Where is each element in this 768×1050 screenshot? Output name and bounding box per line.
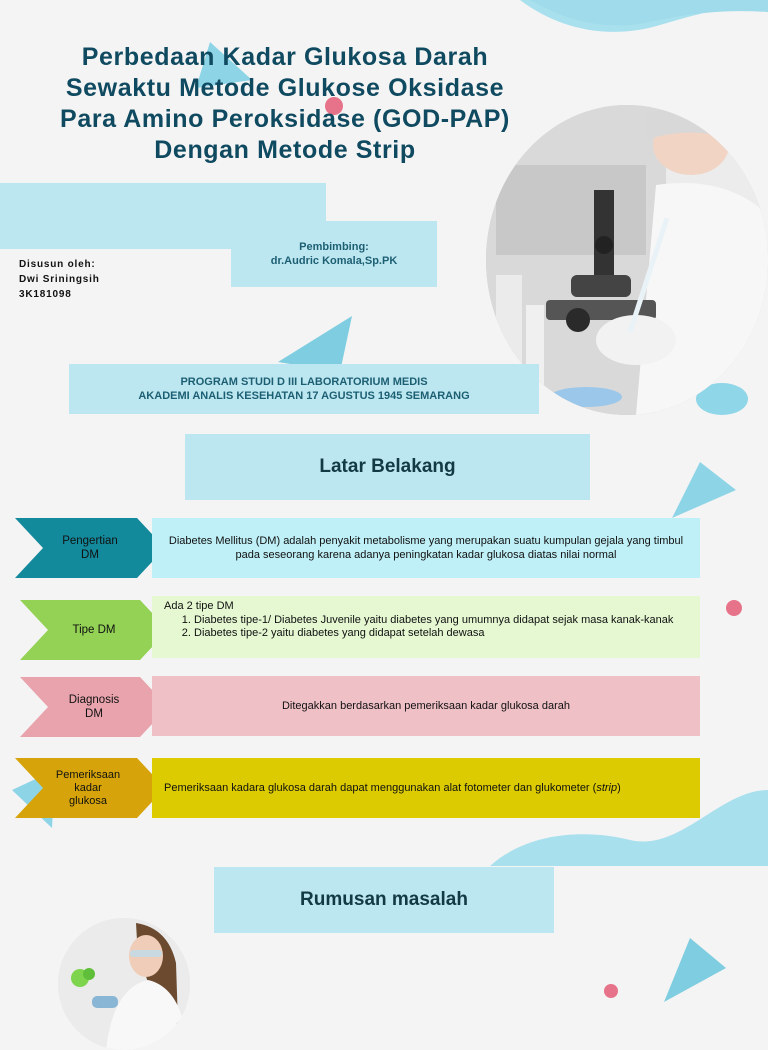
title-line-1: Perbedaan Kadar Glukosa Darah (81, 43, 489, 71)
pemeriksaan-text-end: ) (617, 782, 621, 794)
program-line-2: AKADEMI ANALIS KESEHATAN 17 AGUSTUS 1945 SEMARANG (138, 390, 470, 402)
title-line-2: Sewaktu Metode Glukose Oksidase (65, 74, 505, 102)
pemeriksaan-label-line-3: glukosa (69, 794, 107, 807)
pink-dot-bottom (604, 984, 618, 998)
advisor-box (231, 221, 437, 287)
diagnosis-text: Ditegakkan berdasarkan pemeriksaan kadar glukosa darah (281, 700, 570, 712)
page-title (20, 42, 550, 166)
tipe-label (44, 600, 144, 660)
author-label: Disusun oleh: (19, 259, 96, 270)
pemeriksaan-label-line-1: Pemeriksaan (55, 768, 121, 781)
paper-plane-right (672, 462, 736, 518)
advisor-name: dr.Audric Komala,Sp.PK (270, 255, 398, 267)
pemeriksaan-label (38, 758, 138, 818)
author-name: Dwi Sriningsih (19, 274, 100, 285)
tipe-label-text: Tipe DM (72, 624, 116, 636)
pengertian-label-line-2: DM (81, 549, 99, 561)
pengertian-label-line-1: Pengertian (62, 535, 118, 547)
scientist-photo-illustration (58, 918, 190, 1050)
diagnosis-label (44, 677, 144, 737)
tipe-intro: Ada 2 tipe DM (164, 600, 234, 612)
section-heading-latar-belakang (185, 434, 590, 500)
advisor-label: Pembimbing: (299, 241, 369, 253)
author-id: 3K181098 (19, 289, 72, 300)
tipe-item-1: 1. Diabetes tipe-1/ Diabetes Juvenile yaitu diabetes yang umumnya didapat sejak masa kanak-kanak (194, 614, 690, 628)
program-line-1: PROGRAM STUDI D III LABORATORIUM MEDIS (180, 376, 428, 388)
pengertian-text: Diabetes Mellitus (DM) adalah penyakit metabolisme yang merupakan suatu kumpulan gejala yang timbul pada seseorang karena adanya peningkatan kadar glukosa diatas nilai normal (168, 535, 684, 561)
diagnosis-label-line-1: Diagnosis (68, 694, 120, 706)
pengertian-label (40, 518, 140, 578)
section-heading-latar-belakang-text: Latar Belakang (319, 456, 456, 477)
diagnosis-label-line-2: DM (85, 708, 103, 720)
title-line-3: Para Amino Peroksidase (GOD-PAP) (60, 105, 510, 133)
pemeriksaan-text-italic: strip (596, 782, 618, 794)
pemeriksaan-label-line-2: kadar (74, 781, 102, 794)
tipe-list (164, 614, 690, 641)
author-info (19, 257, 100, 302)
paper-plane-bottom-right (664, 938, 726, 1002)
scientist-photo (58, 918, 190, 1050)
diagnosis-box (152, 676, 700, 736)
tipe-box (152, 596, 700, 658)
pink-dot-right (726, 600, 742, 616)
section-heading-rumusan-masalah-text: Rumusan masalah (300, 889, 468, 910)
pengertian-box (152, 518, 700, 578)
tipe-item-2: 2. Diabetes tipe-2 yaitu diabetes yang didapat setelah dewasa (194, 627, 690, 641)
pemeriksaan-box (152, 758, 700, 818)
pemeriksaan-text (164, 781, 621, 795)
pemeriksaan-text-main: Pemeriksaan kadara glukosa darah dapat menggunakan alat fotometer dan glukometer ( (164, 782, 597, 794)
program-box (69, 364, 539, 414)
title-line-4: Dengan Metode Strip (154, 136, 416, 164)
section-heading-rumusan-masalah (214, 867, 554, 933)
